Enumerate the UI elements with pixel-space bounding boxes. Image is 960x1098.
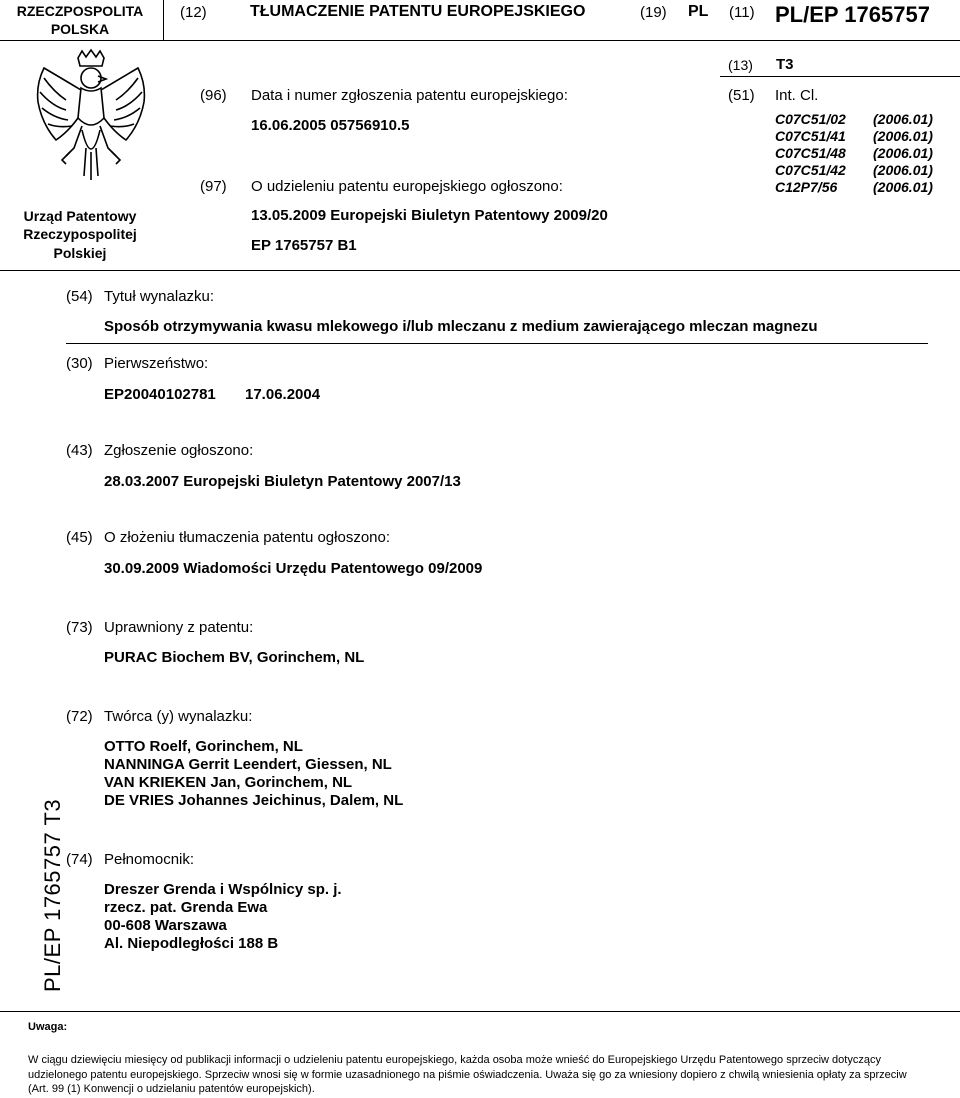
- inventor-item: OTTO Roelf, Gorinchem, NL: [104, 738, 303, 755]
- footer-divider: [0, 1011, 960, 1012]
- inventors-list: [104, 738, 403, 810]
- office-name-line-2: Rzeczypospolitej: [23, 226, 137, 242]
- int-cl-label: Int. Cl.: [775, 87, 819, 104]
- application-value: 16.06.2005 05756910.5: [251, 117, 410, 134]
- eagle-emblem-icon: [26, 48, 156, 188]
- side-patent-label: PL/EP 1765757 T3: [40, 798, 65, 992]
- title-underline: [66, 343, 928, 344]
- header-vertical-divider: [163, 0, 164, 40]
- code-72: (72): [66, 708, 93, 725]
- code-97: (97): [200, 178, 227, 195]
- code-13: (13): [728, 57, 753, 73]
- published-label: Zgłoszenie ogłoszono:: [104, 442, 254, 459]
- code-45: (45): [66, 529, 93, 546]
- attorney-line: rzecz. pat. Grenda Ewa: [104, 899, 268, 916]
- inventors-label: Twórca (y) wynalazku:: [104, 708, 253, 725]
- code-19: (19): [640, 4, 667, 21]
- country-name: RZECZPOSPOLITA POLSKA: [16, 3, 144, 37]
- attorney-line: 00-608 Warszawa: [104, 917, 227, 934]
- class-code: C07C51/42: [775, 162, 846, 178]
- class-version: (2006.01): [873, 145, 933, 161]
- document-type: TŁUMACZENIE PATENTU EUROPEJSKIEGO: [250, 3, 586, 20]
- class-version: (2006.01): [873, 179, 933, 195]
- office-name-line-3: Polskiej: [53, 245, 107, 261]
- note-text: W ciągu dziewięciu miesięcy od publikacji informacji o udzieleniu patentu europejskiego, każda osoba może wnieść do Europejskiego Urzędu Patentowego sprzeciw dotyczący udzielonego patentu europejskiego. Sprzeciw wnosi się w formie uzasadnionego na piśmie oświadczenia. Uważa się go za wniesiony dopiero z chwilą wniesienia opłaty za sprzeciw (Art. 99 (1) Konwencji o udzielaniu patentów europejskich).: [28, 1054, 907, 1095]
- code-54: (54): [66, 288, 93, 305]
- code-43: (43): [66, 442, 93, 459]
- header-divider: [0, 40, 960, 41]
- code-96: (96): [200, 87, 227, 104]
- translation-label: O złożeniu tłumaczenia patentu ogłoszono:: [104, 529, 391, 546]
- class-code: C12P7/56: [775, 179, 838, 195]
- proprietor-value: PURAC Biochem BV, Gorinchem, NL: [104, 649, 365, 666]
- code-12: (12): [180, 4, 207, 21]
- class-version: (2006.01): [873, 111, 933, 127]
- attorney-details: [104, 881, 342, 953]
- code-73: (73): [66, 619, 93, 636]
- invention-title: Sposób otrzymywania kwasu mlekowego i/lub mleczanu z medium zawierającego mleczan magnezu: [104, 318, 818, 335]
- classification-codes: [775, 111, 846, 196]
- code-51: (51): [728, 87, 755, 104]
- class-code: C07C51/48: [775, 145, 846, 161]
- code-30: (30): [66, 355, 93, 372]
- attorney-line: Al. Niepodległości 188 B: [104, 935, 279, 952]
- kind-code: T3: [776, 56, 794, 73]
- attorney-line: Dreszer Grenda i Wspólnicy sp. j.: [104, 881, 342, 898]
- class-code: C07C51/41: [775, 128, 846, 144]
- application-label: Data i numer zgłoszenia patentu europejskiego:: [251, 87, 568, 104]
- note-title: Uwaga:: [28, 1021, 68, 1033]
- class-version: (2006.01): [873, 162, 933, 178]
- classification-versions: [873, 111, 933, 196]
- grant-value: 13.05.2009 Europejski Biuletyn Patentowy 2009/20: [251, 207, 608, 224]
- code-74: (74): [66, 851, 93, 868]
- ep-number: EP 1765757 B1: [251, 237, 357, 254]
- priority-label: Pierwszeństwo:: [104, 355, 209, 372]
- published-value: 28.03.2007 Europejski Biuletyn Patentowy 2007/13: [104, 473, 461, 490]
- code-11: (11): [729, 4, 755, 21]
- class-code: C07C51/02: [775, 111, 846, 127]
- attorney-label: Pełnomocnik:: [104, 851, 195, 868]
- inventor-item: NANNINGA Gerrit Leendert, Giessen, NL: [104, 756, 392, 773]
- inventor-item: VAN KRIEKEN Jan, Gorinchem, NL: [104, 774, 353, 791]
- office-name-line-1: Urząd Patentowy: [23, 208, 137, 224]
- proprietor-label: Uprawniony z patentu:: [104, 619, 254, 636]
- kind-underline: [720, 76, 960, 77]
- grant-label: O udzieleniu patentu europejskiego ogłoszono:: [251, 178, 563, 195]
- patent-number: PL/EP 1765757: [775, 2, 930, 27]
- inventor-item: DE VRIES Johannes Jeichinus, Dalem, NL: [104, 792, 404, 809]
- priority-date: 17.06.2004: [245, 386, 321, 403]
- class-version: (2006.01): [873, 128, 933, 144]
- translation-value: 30.09.2009 Wiadomości Urzędu Patentowego 09/2009: [104, 560, 483, 577]
- priority-number: EP20040102781: [104, 386, 216, 403]
- country-code: PL: [688, 3, 709, 20]
- title-label: Tytuł wynalazku:: [104, 288, 215, 305]
- section-divider: [0, 270, 960, 271]
